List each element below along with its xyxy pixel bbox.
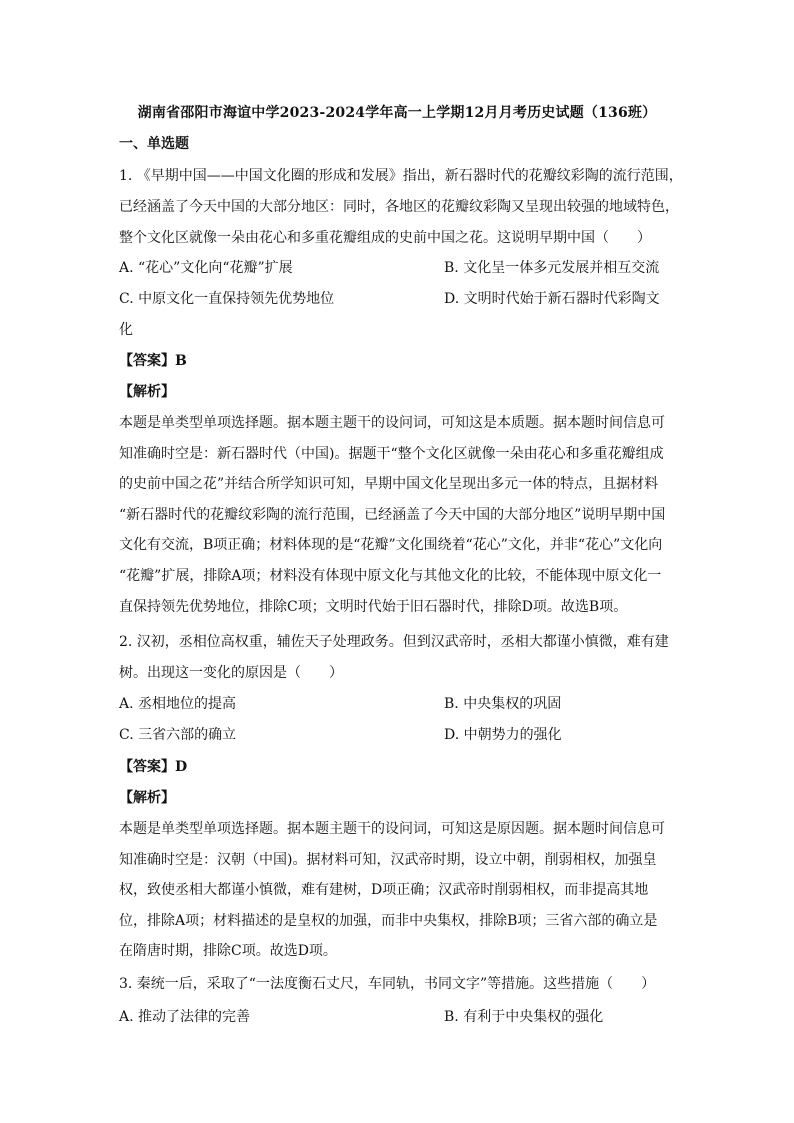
analysis-line: 直保持领先优势地位，排除C项；文明时代始于旧石器时代，排除D项。故选B项。 [119,598,628,615]
analysis-line: 在隋唐时期，排除C项。故选D项。 [119,943,337,960]
option-c: C. 三省六部的确立 [119,727,237,743]
question-3-stem-line: 3. 秦统一后，采取了“一法度衡石丈尺，车同轨，书同文字”等措施。这些措施（ ） [119,976,656,992]
question-2 [119,627,689,689]
question-1-stem-line: 已经涵盖了今天中国的大部分地区：同时，各地区的花瓣纹彩陶又呈现出较强的地域特色， [119,199,679,215]
option-d: D. 文明时代始于新石器时代彩陶文 [444,291,660,307]
answer-label: 【答案】D [119,759,188,775]
analysis-line: 权，致使丞相大都谨小慎微，难有建树，D项正确；汉武帝时削弱相权，而非提高其地 [119,882,649,899]
answer-label: 【答案】B [119,353,187,369]
section-heading: 一、单选题 [119,136,189,152]
option-d-continued: 化 [119,322,133,338]
question-2-options [119,689,699,751]
question-2-stem-line: 2. 汉初，丞相位高权重，辅佐天子处理政务。但到汉武帝时，丞相大都谨小慎微，难有建 [119,634,669,650]
analysis-line: 本题是单类型单项选择题。据本题主题干的设问词，可知这是本质题。据本题时间信息可 [119,415,665,431]
document-title: 湖南省邵阳市海谊中学2023-2024学年高一上学期12月月考历史试题（136班） [137,105,657,121]
question-3-options [119,1002,699,1033]
option-b: B. 中央集权的巩固 [444,696,562,712]
question-1-options [119,253,699,346]
question-2-stem-line: 树。出现这一变化的原因是（ ） [119,665,343,681]
analysis-line: “新石器时代的花瓣纹彩陶的流行范围，已经涵盖了今天中国的大部分地区”说明早期中国 [119,506,666,523]
analysis-line: 本题是单类型单项选择题。据本题主题干的设问词，可知这是原因题。据本题时间信息可 [119,821,665,837]
question-1-stem-line: 1. 《早期中国——中国文化圈的形成和发展》指出，新石器时代的花瓣纹彩陶的流行范围， [119,168,683,184]
analysis-line: 的史前中国之花”并结合所学知识可知，早期中国文化呈现出多元一体的特点，且据材料 [119,476,659,493]
option-b: B. 有利于中央集权的强化 [444,1009,604,1025]
analysis-line: 位，排除A项；材料描述的是皇权的加强，而非中央集权，排除B项；三省六部的确立是 [119,912,658,929]
option-d: D. 中朝势力的强化 [444,727,562,743]
analysis-line: “花瓣”扩展，排除A项；材料没有体现中原文化与其他文化的比较，不能体现中原文化一 [119,567,662,584]
question-1-stem-line: 整个文化区就像一朵由花心和多重花瓣组成的史前中国之花。这说明早期中国（ ） [119,230,651,246]
option-b: B. 文化呈一体多元发展并相互交流 [444,260,660,276]
option-a: A. 推动了法律的完善 [119,1009,251,1025]
option-c: C. 中原文化一直保持领先优势地位 [119,291,335,307]
analysis-label: 【解析】 [119,790,175,806]
question-1-answer-block [119,346,689,622]
question-3 [119,969,689,1000]
analysis-label: 【解析】 [119,384,175,400]
analysis-line: 文化有交流，B项正确；材料体现的是“花瓣”文化围绕着“花心”文化，并非“花心”文化向 [119,537,663,554]
analysis-line: 知准确时空是：汉朝（中国)。据材料可知，汉武帝时期，设立中朝，削弱相权，加强皇 [119,851,657,868]
analysis-line: 知准确时空是：新石器时代（中国)。据题干“整个文化区就像一朵由花心和多重花瓣组成 [119,445,664,462]
question-2-answer-block [119,752,689,967]
option-a: A. “花心”文化向“花瓣”扩展 [119,260,293,276]
option-a: A. 丞相地位的提高 [119,696,237,712]
question-1 [119,161,689,254]
